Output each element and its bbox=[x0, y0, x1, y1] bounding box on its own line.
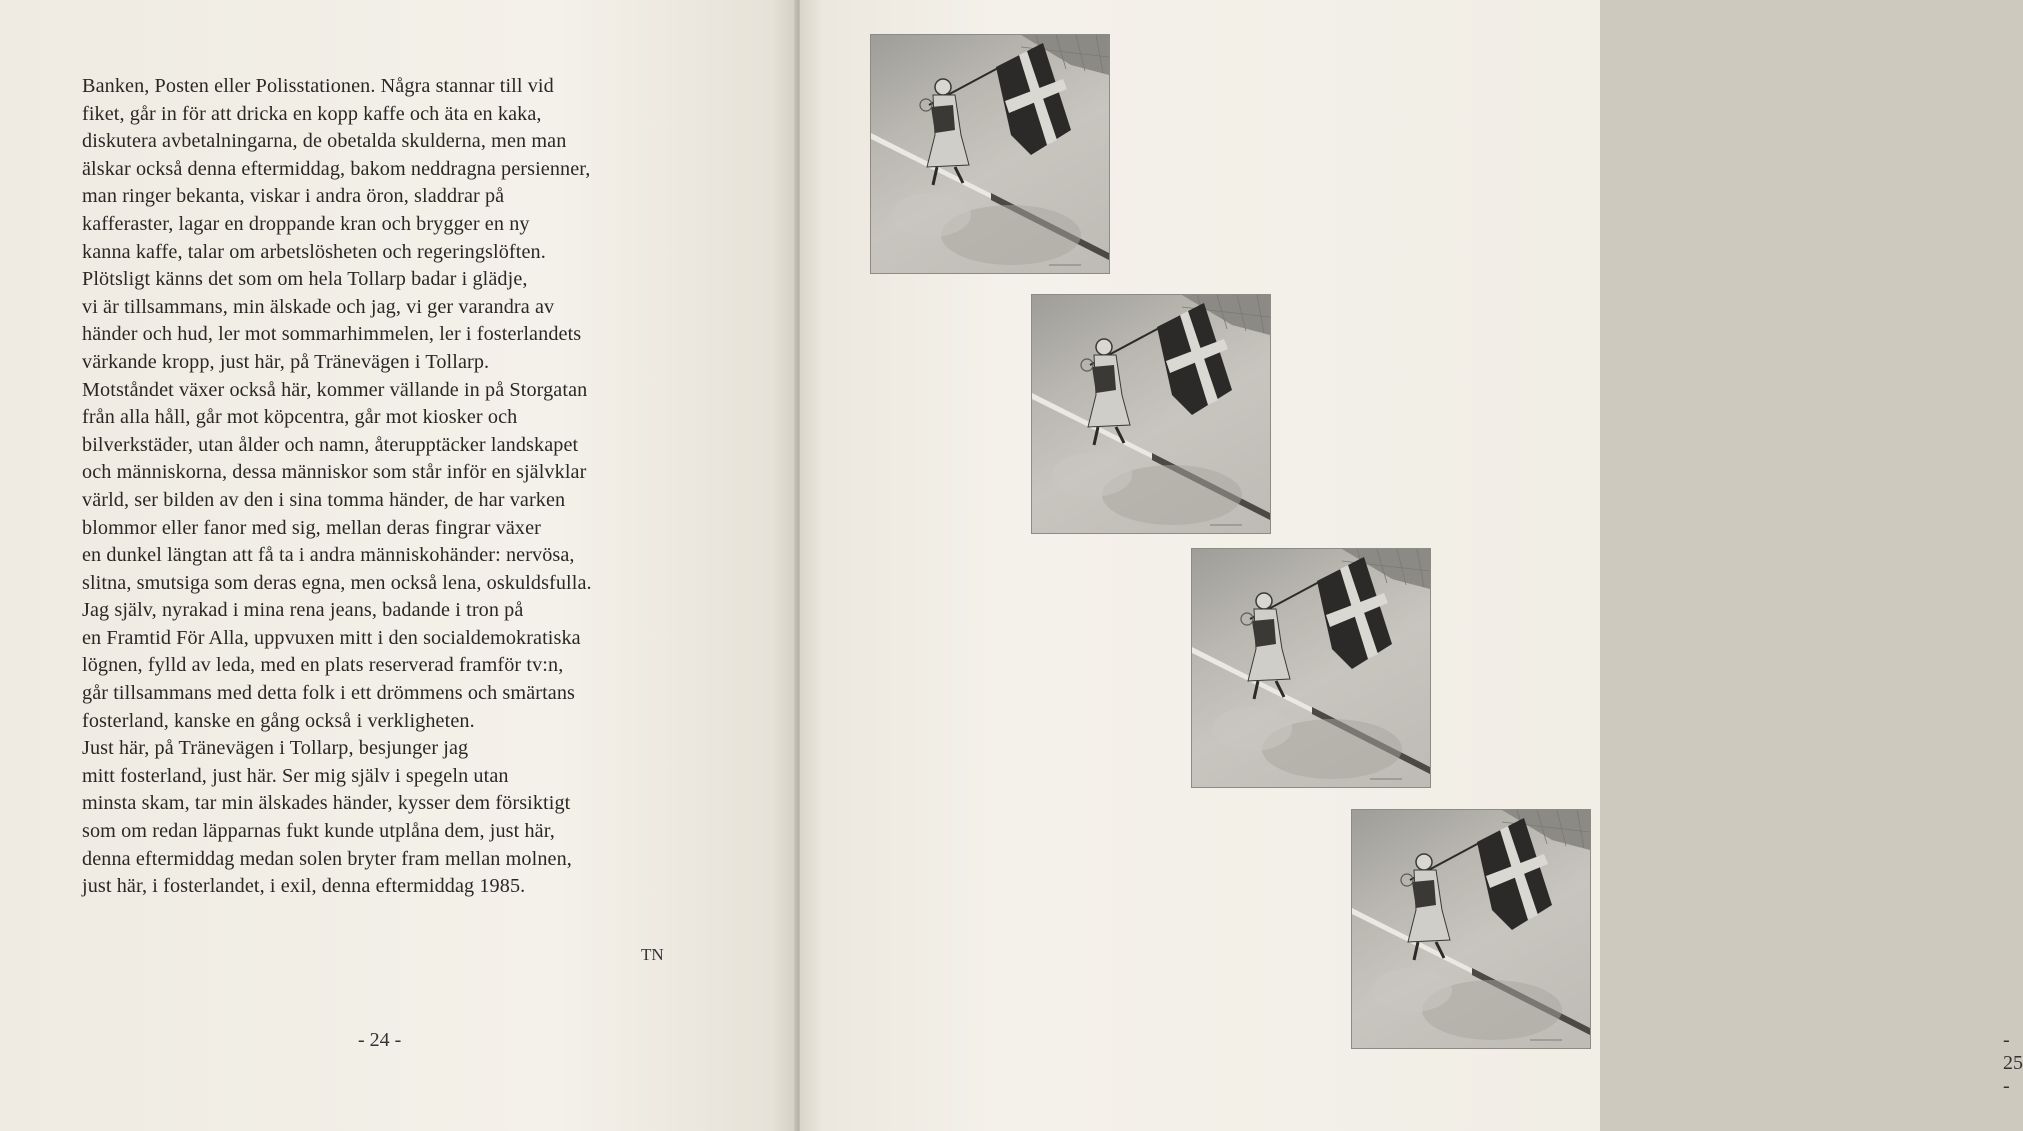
text-line: Just här, på Tränevägen i Tollarp, besjunger jag bbox=[82, 737, 469, 760]
text-line: fosterland, kanske en gång också i verkligheten. bbox=[82, 709, 475, 732]
left-page bbox=[0, 0, 796, 1131]
text-line: Motståndet växer också här, kommer vällande in på Storgatan bbox=[82, 378, 588, 401]
text-line: en Framtid För Alla, uppvuxen mitt i den socialdemokratiska bbox=[82, 626, 581, 649]
text-line: slitna, smutsiga som deras egna, men också lena, oskuldsfulla. bbox=[82, 571, 592, 594]
text-line: värkande kropp, just här, på Tränevägen i Tollarp. bbox=[82, 350, 490, 373]
text-line: från alla håll, går mot köpcentra, går mot kiosker och bbox=[82, 406, 518, 429]
text-line: händer och hud, ler mot sommarhimmelen, ler i fosterlandets bbox=[82, 323, 582, 346]
text-line: kanna kaffe, talar om arbetslösheten och regeringslöften. bbox=[82, 240, 546, 263]
text-line: vi är tillsammans, min älskade och jag, vi ger varandra av bbox=[82, 295, 555, 318]
body-text bbox=[82, 73, 722, 901]
text-line: Plötsligt känns det som om hela Tollarp badar i glädje, bbox=[82, 268, 528, 291]
text-line: Jag själv, nyrakad i mina rena jeans, badande i tron på bbox=[82, 599, 524, 622]
text-line: älskar också denna eftermiddag, bakom neddragna persienner, bbox=[82, 157, 591, 180]
text-line: denna eftermiddag medan solen bryter fram mellan molnen, bbox=[82, 847, 572, 870]
page-number-left: - 24 - bbox=[358, 1029, 402, 1051]
text-line: mitt fosterland, just här. Ser mig själv i spegeln utan bbox=[82, 764, 509, 787]
text-line: blommor eller fanor med sig, mellan deras fingrar växer bbox=[82, 516, 541, 539]
person-walking-with-flag-photo-4 bbox=[1352, 810, 1590, 1048]
text-line: en dunkel längtan att få ta i andra människohänder: nervösa, bbox=[82, 544, 575, 567]
text-line: bilverkstäder, utan ålder och namn, återupptäcker landskapet bbox=[82, 433, 579, 456]
person-walking-with-flag-photo-1 bbox=[871, 35, 1109, 273]
text-line: minsta skam, tar min älskades händer, kysser dem försiktigt bbox=[82, 792, 571, 815]
author-signature: TN bbox=[641, 945, 664, 964]
person-walking-with-flag-photo-3 bbox=[1192, 549, 1430, 787]
person-walking-with-flag-photo-2 bbox=[1032, 295, 1270, 533]
page-number-right: - 25 - bbox=[2003, 1029, 2023, 1097]
text-line: och människorna, dessa människor som står inför en självklar bbox=[82, 461, 587, 484]
text-line: diskutera avbetalningarna, de obetalda skulderna, men man bbox=[82, 130, 567, 153]
text-line: som om redan läpparnas fukt kunde utplåna dem, just här, bbox=[82, 820, 555, 843]
text-line: går tillsammans med detta folk i ett drömmens och smärtans bbox=[82, 682, 575, 705]
text-line: lögnen, fylld av leda, med en plats reserverad framför tv:n, bbox=[82, 654, 564, 677]
text-line: fiket, går in för att dricka en kopp kaffe och äta en kaka, bbox=[82, 102, 542, 125]
text-line: Banken, Posten eller Polisstationen. Några stannar till vid bbox=[82, 75, 554, 97]
text-line: man ringer bekanta, viskar i andra öron, sladdrar på bbox=[82, 185, 505, 208]
text-line: just här, i fosterlandet, i exil, denna eftermiddag 1985. bbox=[82, 875, 526, 898]
text-line: värld, ser bilden av den i sina tomma händer, de har varken bbox=[82, 488, 566, 511]
text-line: kafferaster, lagar en droppande kran och brygger en ny bbox=[82, 212, 530, 235]
